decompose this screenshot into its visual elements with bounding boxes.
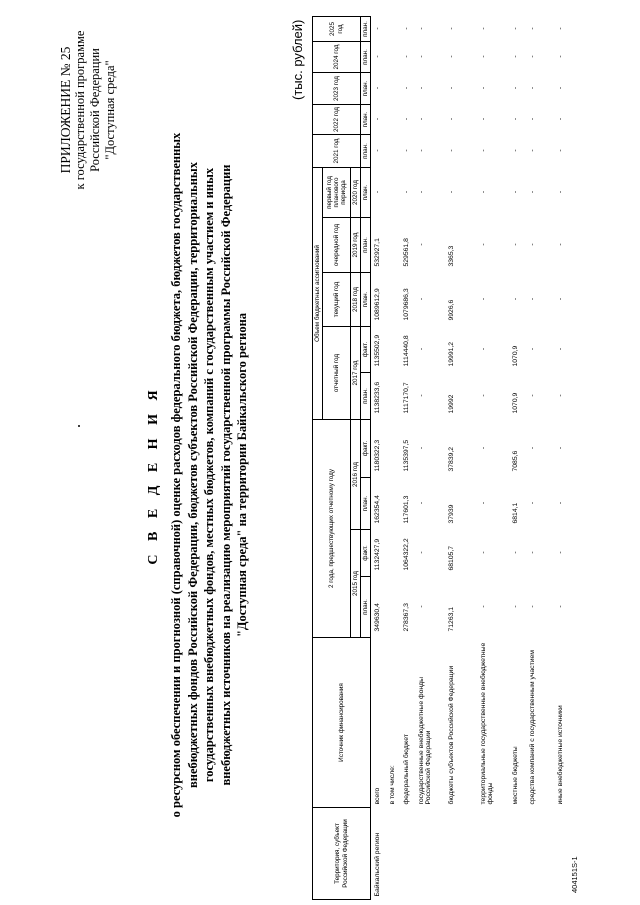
value-cell: 37839,2 [447,446,455,472]
value-cell: - [479,117,487,121]
annex-number: ПРИЛОЖЕНИЕ № 25 [58,46,73,174]
header-plan: план. [361,167,371,217]
value-cell: - [479,149,487,152]
source-cell: федеральный бюджет [402,734,410,805]
header-plan: план. [361,16,371,41]
value-cell: - [402,55,410,58]
header-two-years: 2 года, предшествующих отчетному году [313,420,351,638]
value-cell: - [556,27,564,30]
value-cell: 1135397,5 [402,439,410,472]
value-cell: - [417,394,425,397]
value-cell: 71263,1 [447,606,455,632]
header-plan: план. [361,134,371,167]
table-row [386,16,400,899]
value-cell: - [402,190,410,194]
header-volume: Объем бюджетных ассигнований [313,167,323,419]
value-cell: - [511,605,519,608]
value-cell: - [374,27,381,30]
header-plan: план. [361,273,371,327]
value-cell: - [479,501,487,505]
value-cell [386,478,400,530]
header-report-year: отчетный год [323,327,351,420]
value-cell: - [511,190,519,194]
value-cell: - [556,149,564,152]
source-cell: бюджеты субъектов Российской Федерации [447,665,455,805]
value-cell: - [417,149,425,152]
value-cell: 3365,3 [447,245,455,267]
value-cell: - [528,605,536,608]
value-cell: - [417,55,425,58]
value-cell: 9926,6 [447,299,455,321]
value-cell: - [511,27,519,30]
value-cell: - [402,86,410,90]
table-row [477,16,509,899]
territory-cell [445,808,477,900]
value-cell: - [556,394,564,397]
header-plan: план. [361,104,371,134]
value-cell: 6814,1 [511,502,519,524]
value-cell: - [528,86,536,90]
table-row [509,16,526,899]
value-cell: - [479,551,487,554]
header-source: Источник финансирования [313,638,371,808]
value-cell [386,167,400,217]
territory-cell [509,808,526,900]
value-cell: 19992 [447,394,455,414]
header-fact: факт. [361,327,371,373]
value-cell: - [374,190,381,194]
header-2021: 2021 год [313,134,361,167]
source-cell: в том числе: [388,765,396,805]
value-cell: - [556,243,564,246]
value-cell: - [447,149,455,152]
header-2025: 2025 год [313,16,361,41]
table-row [400,16,415,899]
value-cell: - [417,243,425,246]
value-cell: - [374,55,381,58]
value-cell: - [417,501,425,505]
title-line: о ресурсном обеспечении и прогнозной (справочной) оценке расходов федерального бюджета, бюджетов государственных [169,132,183,818]
value-cell: - [528,117,536,121]
value-cell: - [479,394,487,397]
value-cell: - [417,86,425,90]
value-cell: - [556,551,564,554]
value-cell: - [556,605,564,608]
title-line: внебюджетных фондов Российской Федерации, бюджетов субъектов Российской Федерации, территориальных [185,162,200,788]
value-cell: - [528,190,536,194]
value-cell [386,41,400,72]
value-cell: - [511,55,519,58]
header-plan: план. [361,373,371,420]
value-cell: - [556,86,564,90]
territory-cell [386,808,400,900]
header-fact: факт. [361,530,371,577]
value-cell: - [447,27,455,30]
value-cell: - [447,55,455,58]
value-cell: - [479,347,487,351]
header-first-plan-year: первый год планового периода [323,167,351,217]
annex-line: "Доступная среда" [103,60,117,160]
value-cell [386,577,400,638]
value-cell: - [511,243,519,246]
value-cell: - [528,551,536,554]
value-cell: - [479,190,487,194]
value-cell: - [511,297,519,301]
title-line: государственных внебюджетных фондов, местных бюджетов, компаний с государственным участием и иных [202,167,216,783]
territory-cell: Байкальский регион [374,832,381,897]
source-cell: иные внебюджетные источники [556,705,564,805]
value-cell: - [556,190,564,194]
header-2018: 2018 год [351,273,361,327]
annex-line: Российской Федерации [88,48,102,172]
value-cell: 532927,1 [374,238,381,267]
value-cell: 1070,9 [511,345,519,367]
value-cell: - [417,446,425,450]
value-cell: - [402,27,410,30]
value-cell [386,218,400,273]
value-cell: - [417,605,425,608]
value-cell [386,72,400,104]
value-cell: - [417,551,425,554]
document-title: С В Е Д Е Н И Я [146,385,161,565]
value-cell [386,373,400,420]
value-cell: - [447,190,455,194]
value-cell: - [402,149,410,152]
value-cell: - [528,501,536,505]
value-cell: - [511,86,519,90]
value-cell: 1132427,9 [374,538,381,571]
value-cell: 68105,7 [447,545,455,571]
value-cell: - [479,605,487,608]
value-cell: - [417,190,425,194]
budget-table [312,16,576,900]
value-cell: - [556,55,564,58]
header-2023: 2023 год [313,72,361,104]
value-cell: 1180322,3 [374,439,381,472]
value-cell: - [402,117,410,121]
source-cell: всего [374,787,381,805]
value-cell: - [528,243,536,246]
header-2024: 2024 год [313,41,361,72]
header-plan: план. [361,478,371,530]
title-line: "Доступная среда" на территории Байкальского региона [235,312,249,638]
value-cell: - [528,446,536,450]
source-cell: территориальные государственные внебюджетные фонды [479,642,494,805]
header-2022: 2022 год [313,104,361,134]
value-cell: - [417,347,425,351]
value-cell: - [479,27,487,30]
document-code: 404151S-1 [570,856,579,893]
header-fact: факт. [361,420,371,478]
value-cell: 1114440,8 [402,335,410,367]
value-cell: 1064322,2 [402,538,410,571]
source-cell: местные бюджеты [511,746,519,805]
annex-header [58,15,118,205]
header-next-year: очередной год [323,218,351,273]
value-cell: - [479,243,487,246]
value-cell: - [528,55,536,58]
territory-cell [526,808,554,900]
value-cell: - [417,297,425,301]
value-cell: - [556,297,564,301]
value-cell: - [528,149,536,152]
value-cell: 1138233,6 [374,381,381,414]
value-cell: 19991,2 [447,341,455,367]
table-row [371,16,386,899]
value-cell: 1117170,7 [402,382,410,414]
value-cell: - [556,446,564,450]
header-territory: Территория, субъект Российской Федерации [313,808,371,900]
value-cell: 1070,9 [511,392,519,414]
territory-cell [415,808,445,900]
header-plan: план. [361,72,371,104]
table-row [526,16,554,899]
value-cell: - [511,149,519,152]
table-row [445,16,477,899]
value-cell [386,420,400,478]
value-cell [386,104,400,134]
value-cell: 7085,6 [511,450,519,472]
value-cell: - [479,297,487,301]
header-2015: 2015 год [351,530,361,638]
value-cell: 1089612,9 [374,288,381,321]
value-cell: - [556,501,564,505]
value-cell: 278367,3 [402,603,410,632]
value-cell: - [374,149,381,152]
value-cell: 117601,3 [402,495,410,524]
value-cell: - [479,86,487,90]
header-current-year: текущий год [323,273,351,327]
value-cell: - [556,117,564,121]
value-cell: - [511,117,519,121]
value-cell: 1135502,9 [374,334,381,367]
header-plan: план. [361,41,371,72]
header-2020: 2020 год [351,167,361,217]
value-cell: 529561,8 [402,238,410,267]
table-row [415,16,445,899]
value-cell: 162354,4 [374,495,381,524]
table-row [554,16,576,899]
value-cell: 349630,4 [374,603,381,632]
value-cell: - [447,86,455,90]
value-cell [386,134,400,167]
header-2016: 2016 год [351,420,361,530]
value-cell: - [528,297,536,301]
header-plan: план. [361,218,371,273]
value-cell: - [479,55,487,58]
value-cell: - [528,27,536,30]
document-heading [146,75,251,875]
value-cell [386,327,400,373]
value-cell: - [374,117,381,121]
value-cell: 1079686,3 [402,288,410,321]
header-2019: 2019 год [351,218,361,273]
source-cell: средства компаний с государственным участием [528,650,536,805]
header-2017: 2017 год [351,327,361,420]
value-cell: - [528,394,536,397]
value-cell [386,16,400,41]
scan-speck [78,425,80,427]
value-cell: - [479,446,487,450]
value-cell: - [511,551,519,554]
value-cell: - [417,117,425,121]
annex-line: к государственной программе [73,30,87,190]
units-label: (тыс. рублей) [290,19,305,100]
value-cell [386,530,400,577]
value-cell [386,273,400,327]
value-cell: - [374,86,381,90]
value-cell: - [447,117,455,121]
value-cell: 37939 [447,504,455,524]
source-cell: государственные внебюджетные фонды Российской Федерации [417,677,432,805]
value-cell: - [556,347,564,351]
value-cell: - [417,27,425,30]
header-plan: план. [361,577,371,638]
territory-cell [477,808,509,900]
territory-cell [400,808,415,900]
value-cell: - [528,347,536,351]
title-line: внебюджетных источников на реализацию мероприятий государственной программы Российской Федерации [218,164,233,786]
